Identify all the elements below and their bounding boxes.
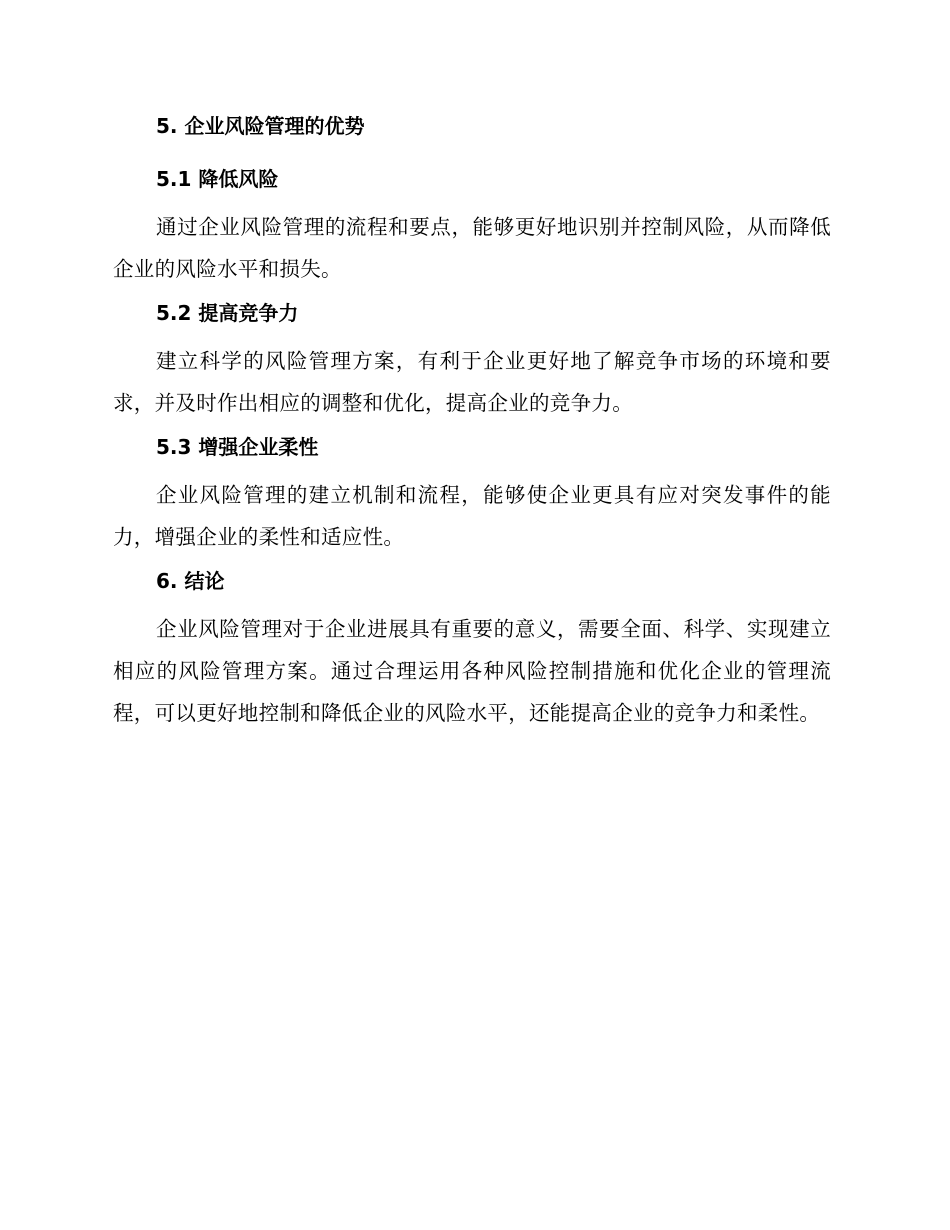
- section-6-heading: 6. 结论: [156, 569, 225, 593]
- section-5-1-paragraph: 通过企业风险管理的流程和要点，能够更好地识别并控制风险，从而降低企业的风险水平和损失。: [113, 215, 831, 281]
- section-6-paragraph: 企业风险管理对于企业进展具有重要的意义，需要全面、科学、实现建立相应的风险管理方案。通过合理运用各种风险控制措施和优化企业的管理流程，可以更好地控制和降低企业的风险水平，还能提高企业的竞争力和柔性。: [113, 617, 831, 725]
- section-5-3-paragraph: 企业风险管理的建立机制和流程，能够使企业更具有应对突发事件的能力，增强企业的柔性和适应性。: [113, 483, 831, 549]
- section-5-2-paragraph: 建立科学的风险管理方案，有利于企业更好地了解竞争市场的环境和要求，并及时作出相应的调整和优化，提高企业的竞争力。: [113, 349, 831, 415]
- section-5-heading: 5. 企业风险管理的优势: [156, 114, 365, 138]
- section-5-3-heading: 5.3 增强企业柔性: [156, 435, 319, 459]
- document-body: [113, 110, 831, 734]
- section-5-2-heading: 5.2 提高竞争力: [156, 301, 299, 325]
- section-5-1-heading: 5.1 降低风险: [156, 167, 279, 191]
